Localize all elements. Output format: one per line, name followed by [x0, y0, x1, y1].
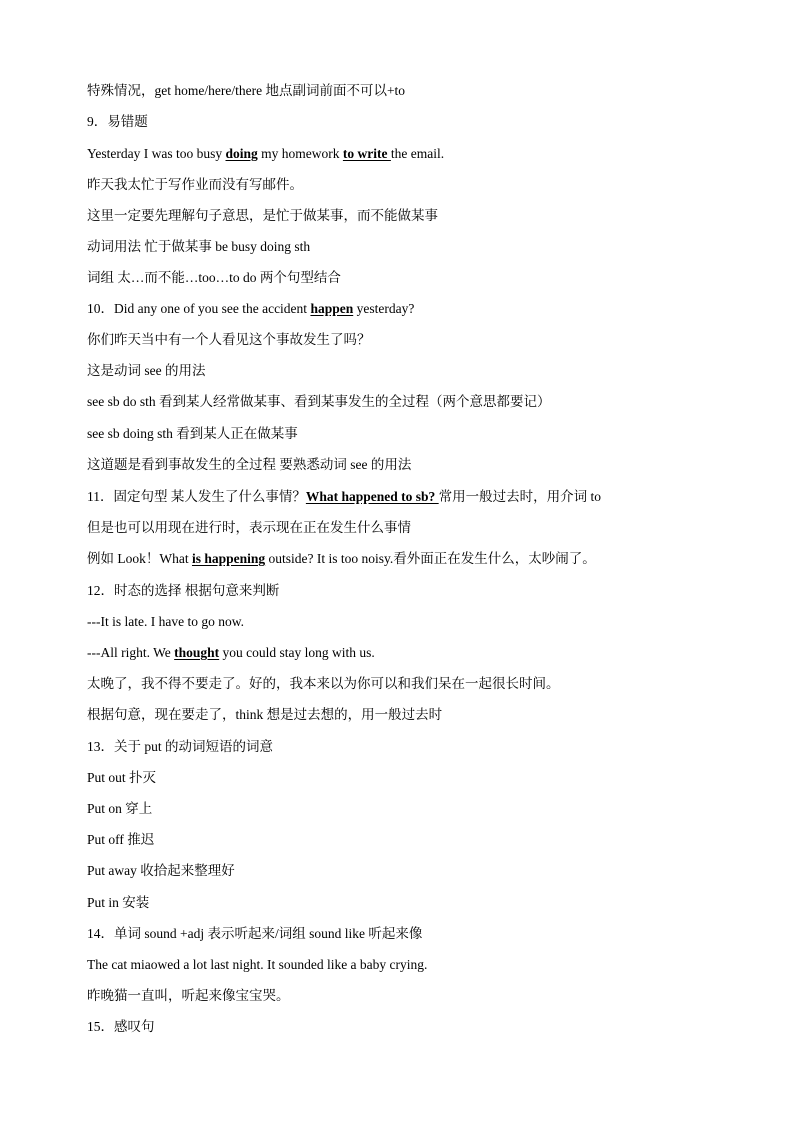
- explanation-line: [87, 422, 298, 446]
- translation-line: [87, 984, 290, 1008]
- text-run: Put in 安装: [87, 895, 150, 910]
- phrase-item: [87, 766, 156, 790]
- text-run: 14．单词 sound +adj 表示听起来/词组 sound like 听起来像: [87, 926, 423, 941]
- text-run: 这是动词 see 的用法: [87, 363, 206, 378]
- section-heading-11: [87, 485, 601, 509]
- answer-blank: is happening: [191, 551, 266, 566]
- text-run: 这里一定要先理解句子意思，是忙于做某事，而不能做某事: [87, 208, 438, 223]
- example-sentence: [87, 297, 414, 321]
- text-run: 动词用法 忙于做某事 be busy doing sth: [87, 239, 311, 254]
- section-heading-15: [87, 1015, 155, 1039]
- text-run: 特殊情况，get home/here/there 地点副词前面不可以+to: [87, 83, 406, 98]
- section-heading-9: [87, 110, 148, 134]
- section-heading-12: [87, 579, 279, 603]
- text-run: see sb doing sth 看到某人正在做某事: [87, 426, 298, 441]
- text-run: you could stay long with us.: [219, 645, 375, 660]
- text-run: see sb do sth 看到某人经常做某事、看到某事发生的全过程（两个意思都要记）: [87, 394, 551, 409]
- text-run: ---It is late. I have to go now.: [87, 614, 244, 629]
- text-run: 太晚了，我不得不要走了。好的，我本来以为你可以和我们呆在一起很长时间。: [87, 676, 560, 691]
- phrase-item: [87, 891, 149, 915]
- text-run: Yesterday I was too busy: [87, 146, 226, 161]
- phrase-item: [87, 797, 152, 821]
- section-heading-13: [87, 735, 273, 759]
- explanation-line: [87, 359, 206, 383]
- example-sentence: [87, 142, 444, 166]
- explanation-line: [87, 390, 551, 414]
- text-run: Put away 收拾起来整理好: [87, 863, 235, 878]
- text-run: 13．关于 put 的动词短语的词意: [87, 739, 274, 754]
- heading-text: 9．易错题: [87, 114, 148, 129]
- answer-blank: thought: [174, 645, 220, 660]
- section-heading-14: [87, 922, 422, 946]
- translation-line: [87, 328, 371, 352]
- text-run: yesterday?: [353, 301, 415, 316]
- text-run: the email.: [390, 146, 445, 161]
- text-run: 10．Did any one of you see the accident: [87, 301, 311, 316]
- key-phrase: What happened to sb?: [305, 489, 439, 504]
- phrase-item: [87, 828, 154, 852]
- dialogue-line: [87, 610, 244, 634]
- explanation-line: [87, 204, 438, 228]
- answer-blank: doing: [225, 146, 258, 161]
- translation-line: [87, 173, 303, 197]
- text-run: 根据句意，现在要走了，think 想是过去想的，用一般过去时: [87, 707, 443, 722]
- answer-blank: happen: [310, 301, 354, 316]
- text-run: 你们昨天当中有一个人看见这个事故发生了吗？: [87, 332, 371, 347]
- text-run: Put off 推迟: [87, 832, 155, 847]
- text-run: 昨天我太忙于写作业而没有写邮件。: [87, 177, 303, 192]
- text-run: 词组 太…而不能…too…to do 两个句型结合: [87, 270, 341, 285]
- translation-line: [87, 672, 560, 696]
- explanation-line: [87, 235, 310, 259]
- text-run: 12．时态的选择 根据句意来判断: [87, 583, 280, 598]
- text-run: Put out 扑灭: [87, 770, 157, 785]
- example-sentence: [87, 547, 596, 571]
- phrase-item: [87, 859, 235, 883]
- example-sentence: [87, 953, 427, 977]
- text-run: 常用一般过去时，用介词 to: [438, 489, 602, 504]
- explanation-line: [87, 453, 411, 477]
- explanation-line: [87, 516, 411, 540]
- text-run: 15．感叹句: [87, 1019, 155, 1034]
- text-run: 例如 Look！What: [87, 551, 192, 566]
- text-run: 昨晚猫一直叫，听起来像宝宝哭。: [87, 988, 290, 1003]
- explanation-line: [87, 703, 442, 727]
- text-run: The cat miaowed a lot last night. It sounded like a baby crying.: [87, 957, 428, 972]
- text-run: Put on 穿上: [87, 801, 153, 816]
- text-run: 但是也可以用现在进行时，表示现在正在发生什么事情: [87, 520, 411, 535]
- text-run: ---All right. We: [87, 645, 175, 660]
- text-run: 11．固定句型 某人发生了什么事情？: [87, 489, 306, 504]
- text-line: [87, 79, 405, 103]
- text-run: my homework: [257, 146, 343, 161]
- explanation-line: [87, 266, 341, 290]
- text-run: 这道题是看到事故发生的全过程 要熟悉动词 see 的用法: [87, 457, 412, 472]
- dialogue-line: [87, 641, 375, 665]
- answer-blank: to write: [342, 146, 391, 161]
- text-run: outside? It is too noisy.看外面正在发生什么，太吵闹了。: [265, 551, 596, 566]
